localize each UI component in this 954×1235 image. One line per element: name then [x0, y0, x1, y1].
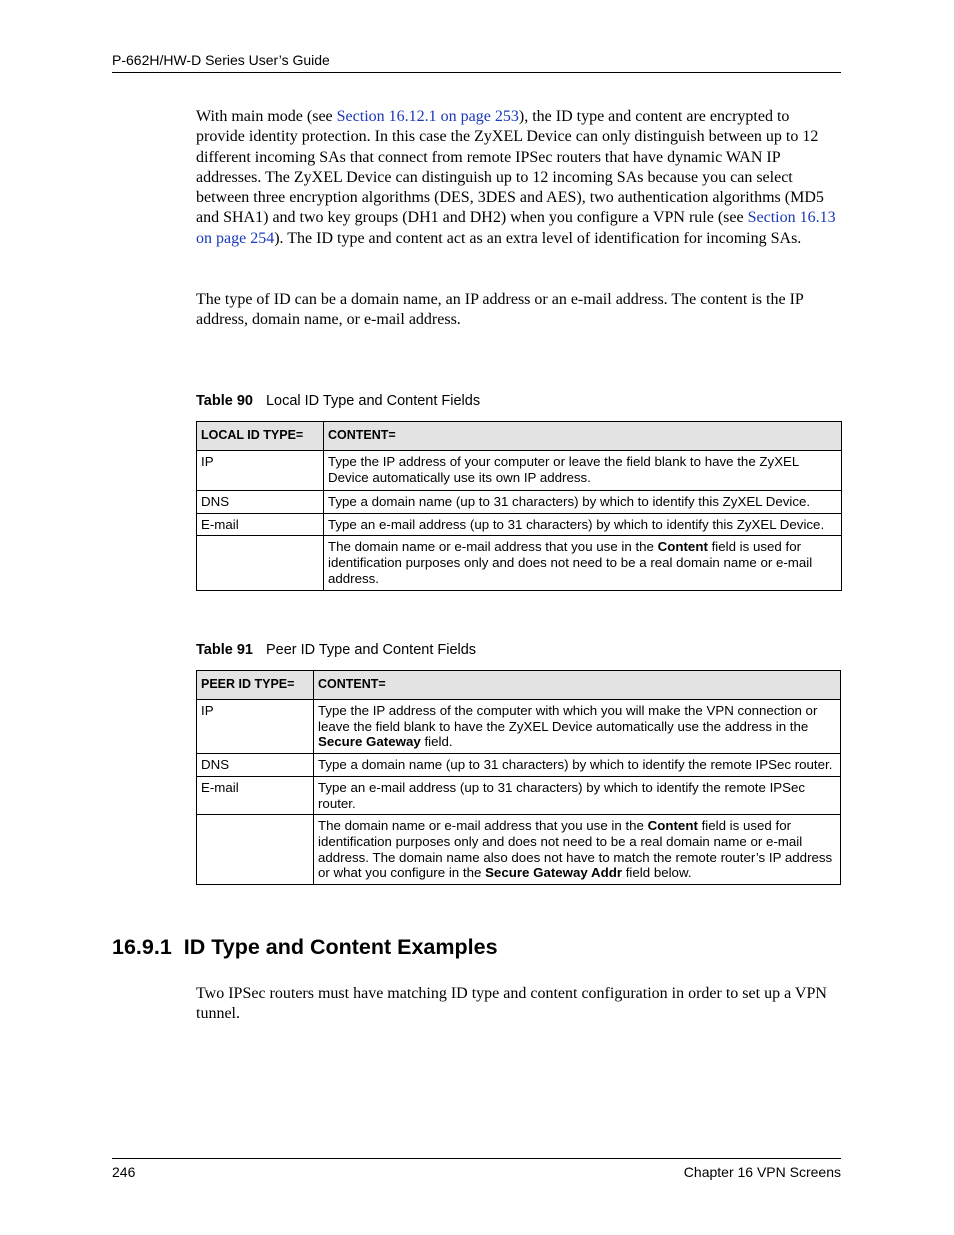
text-run: ), the ID type and content are encrypted to provide identity protection. In this case the ZyXEL Device can only distinguish between up to 12 different incoming SAs that connect from remote IPSec routers that have dynamic WAN IP addresses. The ZyXEL Device can distinguish up to 12 incoming SAs because you can select between three encryption algorithms (DES, 3DES and AES), two authentication algorithms (MD5 and SHA1) and two key groups (DH1 and DH2) when you configure a VPN rule (see	[196, 108, 824, 227]
field-name: Content	[657, 539, 708, 555]
field-name: Secure Gateway	[318, 734, 421, 750]
table-label: Table 91	[196, 642, 253, 658]
column-header: CONTENT=	[314, 671, 841, 700]
section-link-16-12-1[interactable]: Section 16.12.1 on page 253	[336, 108, 519, 125]
field-name: Content	[647, 818, 698, 834]
text-run: field is used for identification purposes only and does not need to be a real domain name or e-mail address. The domain name also does not have to match the remote router’s IP address or what you configure in the	[318, 818, 833, 881]
content-cell: Type a domain name (up to 31 characters) by which to identify this ZyXEL Device.	[324, 491, 842, 514]
table91-caption	[196, 641, 476, 659]
column-header: CONTENT=	[324, 422, 842, 451]
content-cell: Type the IP address of your computer or leave the field blank to have the ZyXEL Device automatically use its own IP address.	[324, 451, 842, 491]
table-title: Peer ID Type and Content Fields	[265, 642, 477, 658]
id-type-cell: DNS	[197, 754, 314, 777]
table-row	[197, 491, 842, 514]
table-row	[197, 754, 841, 777]
table90-caption	[196, 392, 480, 410]
id-type-cell	[197, 536, 324, 590]
text-run: The domain name or e-mail address that you use in the	[328, 539, 658, 555]
section-link-16-13[interactable]: Section 16.13 on page 254	[196, 209, 836, 247]
content-cell	[324, 536, 842, 590]
paragraph-text: Two IPSec routers must have matching ID type and content configuration in order to set up a VPN tunnel.	[196, 985, 827, 1023]
text-run: With main mode (see	[196, 108, 337, 125]
local-id-table	[196, 421, 842, 591]
table-header-row	[197, 671, 841, 700]
table-row	[197, 536, 842, 590]
text-run: field below.	[622, 865, 692, 881]
intro-paragraph-2	[196, 290, 841, 331]
page-number: 246	[112, 1164, 136, 1180]
running-footer	[112, 1158, 841, 1180]
peer-id-table	[196, 670, 841, 885]
id-type-cell: E-mail	[197, 776, 314, 814]
table-row	[197, 815, 841, 885]
table-label: Table 90	[196, 393, 253, 409]
chapter-title: Chapter 16 VPN Screens	[683, 1164, 841, 1180]
section-paragraph	[196, 984, 841, 1025]
content-cell	[314, 700, 841, 754]
guide-title: P-662H/HW-D Series User’s Guide	[112, 52, 330, 68]
content-cell: Type an e-mail address (up to 31 characters) by which to identify the remote IPSec router.	[314, 776, 841, 814]
text-run: Type the IP address of the computer with which you will make the VPN connection or leave the field blank to have the ZyXEL Device automatically use the address in the	[318, 703, 818, 734]
column-header: PEER ID TYPE=	[197, 671, 314, 700]
column-header: LOCAL ID TYPE=	[197, 422, 324, 451]
table-header-row	[197, 422, 842, 451]
table-row	[197, 451, 842, 491]
id-type-cell: IP	[197, 700, 314, 754]
text-run: field.	[420, 734, 453, 750]
running-header	[112, 52, 841, 73]
section-heading: 16.9.1 ID Type and Content Examples	[112, 935, 498, 959]
content-cell	[314, 815, 841, 885]
intro-paragraph-1	[196, 107, 841, 249]
table-row	[197, 513, 842, 536]
id-type-cell: IP	[197, 451, 324, 491]
table-row	[197, 776, 841, 814]
text-run: The domain name or e-mail address that you use in the	[318, 818, 648, 834]
content-cell: Type an e-mail address (up to 31 characters) by which to identify this ZyXEL Device.	[324, 513, 842, 536]
text-run: field is used for identification purposes only and does not need to be a real domain name or e-mail address.	[328, 539, 813, 586]
content-cell: Type a domain name (up to 31 characters) by which to identify the remote IPSec router.	[314, 754, 841, 777]
field-name: Secure Gateway Addr	[485, 865, 623, 881]
text-run: ). The ID type and content act as an extra level of identification for incoming SAs.	[274, 229, 802, 247]
id-type-cell	[197, 815, 314, 885]
table-row	[197, 700, 841, 754]
paragraph-text: The type of ID can be a domain name, an IP address or an e-mail address. The content is the IP address, domain name, or e-mail address.	[196, 291, 804, 329]
id-type-cell: DNS	[197, 491, 324, 514]
table-title: Local ID Type and Content Fields	[265, 393, 481, 409]
id-type-cell: E-mail	[197, 513, 324, 536]
